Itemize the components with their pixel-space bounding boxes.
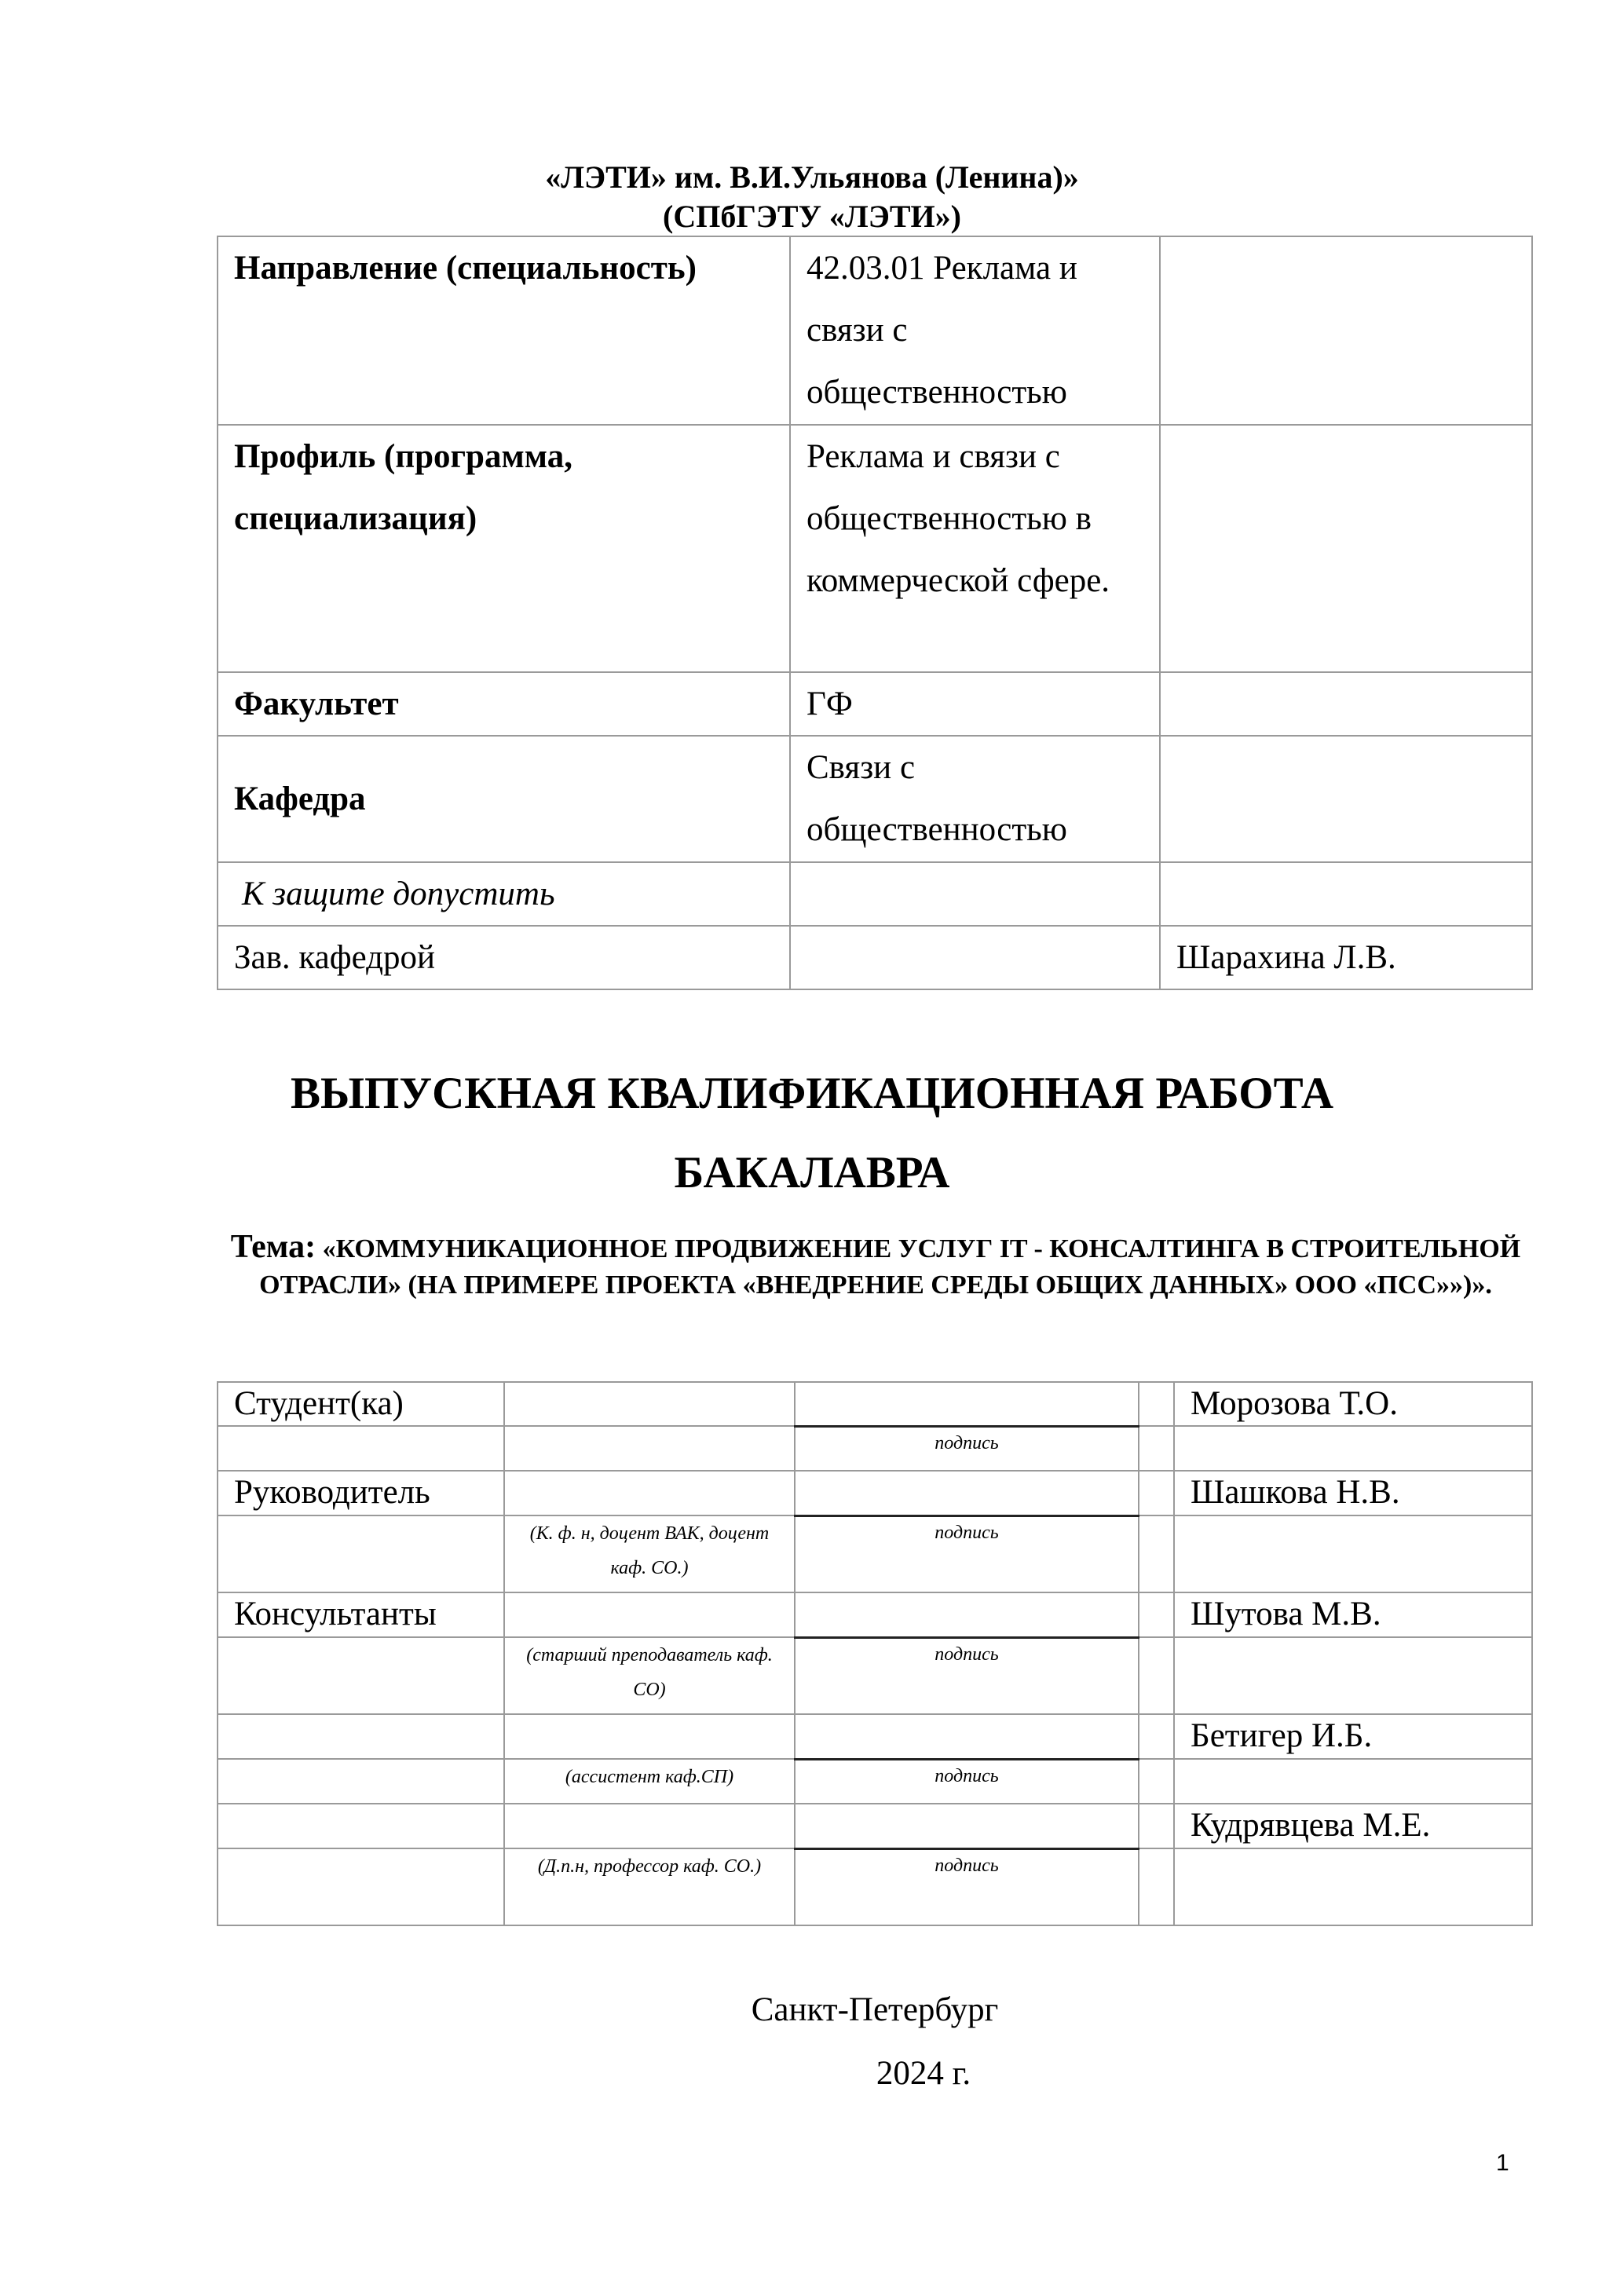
position-cell: (ассистент каф.СП)	[504, 1759, 795, 1804]
name-cell: Кудрявцева М.Е.	[1174, 1804, 1532, 1848]
empty-cell	[1174, 1637, 1532, 1714]
label-cell: К защите допустить	[218, 862, 790, 926]
extra-cell	[1160, 672, 1532, 736]
table-row	[218, 926, 1532, 989]
spacer-cell	[1139, 1759, 1174, 1804]
extra-cell	[1160, 862, 1532, 926]
label-cell: Кафедра	[218, 736, 790, 862]
label-cell: Профиль (программа, специализация)	[218, 425, 790, 672]
signature-field[interactable]	[795, 1804, 1139, 1848]
empty-cell	[218, 1426, 504, 1471]
name-cell: Шутова М.В.	[1174, 1592, 1532, 1637]
value-cell: 42.03.01 Реклама и связи с общественностью	[790, 236, 1160, 425]
role-cell	[218, 1714, 504, 1759]
table-row	[218, 1382, 1532, 1426]
signature-field[interactable]	[795, 1471, 1139, 1515]
spacer-cell	[1139, 1471, 1174, 1515]
spacer-cell	[1139, 1515, 1174, 1592]
role-cell: Студент(ка)	[218, 1382, 504, 1426]
value-cell	[790, 926, 1160, 989]
table-row	[218, 1714, 1532, 1759]
table-row	[218, 1592, 1532, 1637]
position-cell: (К. ф. н, доцент ВАК, доцент каф. СО.)	[504, 1515, 795, 1592]
table-row	[218, 1471, 1532, 1515]
title-line2: БАКАЛАВРА	[674, 1148, 950, 1197]
spacer-cell	[1139, 1426, 1174, 1471]
value-cell	[790, 862, 1160, 926]
table-row	[218, 425, 1532, 672]
topic	[220, 1229, 1531, 1303]
spacer-cell	[1139, 1592, 1174, 1637]
empty-cell	[1174, 1426, 1532, 1471]
role-cell	[218, 1804, 504, 1848]
spacer-cell	[1139, 1848, 1174, 1925]
label-cell: Зав. кафедрой	[218, 926, 790, 989]
document-title-2	[0, 1134, 1624, 1212]
document-title: ВЫПУСКНАЯ КВАЛИФИКАЦИОННАЯ РАБОТА	[290, 1069, 1333, 1118]
spacer-cell	[1139, 1714, 1174, 1759]
table-row	[218, 1426, 1532, 1471]
signature-label: подпись	[795, 1848, 1139, 1925]
value-cell: Реклама и связи с общественностью в коммерческой сфере.	[790, 425, 1160, 672]
spacer-cell	[1139, 1637, 1174, 1714]
position-cell	[504, 1382, 795, 1426]
position-cell	[504, 1426, 795, 1471]
table-row	[218, 1515, 1532, 1592]
info-table	[217, 236, 1533, 990]
empty-cell	[218, 1637, 504, 1714]
year: 2024 г.	[876, 2055, 971, 2092]
signature-field[interactable]	[795, 1382, 1139, 1426]
role-cell: Руководитель	[218, 1471, 504, 1515]
empty-cell	[1174, 1848, 1532, 1925]
extra-cell: Шарахина Л.В.	[1160, 926, 1532, 989]
position-cell: (старший преподаватель каф. СО)	[504, 1637, 795, 1714]
table-row	[218, 1759, 1532, 1804]
name-cell: Бетигер И.Б.	[1174, 1714, 1532, 1759]
page-number: 1	[1496, 2150, 1509, 2176]
signatures-table	[217, 1381, 1533, 1926]
university-abbr: (СПбГЭТУ «ЛЭТИ»)	[663, 199, 961, 234]
extra-cell	[1160, 425, 1532, 672]
signature-label: подпись	[795, 1426, 1139, 1471]
signature-label: подпись	[795, 1515, 1139, 1592]
table-row	[218, 1804, 1532, 1848]
label-cell: Направление (специальность)	[218, 236, 790, 425]
position-cell: (Д.п.н, профессор каф. СО.)	[504, 1848, 795, 1925]
signature-label: подпись	[795, 1759, 1139, 1804]
name-cell: Морозова Т.О.	[1174, 1382, 1532, 1426]
empty-cell	[504, 1804, 795, 1848]
extra-cell	[1160, 736, 1532, 862]
empty-cell	[1174, 1515, 1532, 1592]
table-row	[218, 672, 1532, 736]
table-row	[218, 1848, 1532, 1925]
extra-cell	[1160, 236, 1532, 425]
empty-cell	[504, 1471, 795, 1515]
signature-field[interactable]	[795, 1592, 1139, 1637]
empty-cell	[504, 1592, 795, 1637]
name-cell: Шашкова Н.В.	[1174, 1471, 1532, 1515]
table-row	[218, 862, 1532, 926]
table-row	[218, 1637, 1532, 1714]
table-row	[218, 736, 1532, 862]
empty-cell	[218, 1759, 504, 1804]
empty-cell	[218, 1515, 504, 1592]
topic-text: «КОММУНИКАЦИОННОЕ ПРОДВИЖЕНИЕ УСЛУГ IT - КОНСАЛТИНГА В СТРОИТЕЛЬНОЙ ОТРАСЛИ» (НА ПРИМЕРЕ ПРОЕКТА «ВНЕДРЕНИЕ СРЕДЫ ОБЩИХ ДАННЫХ» ООО «ПСС»»)».	[259, 1234, 1521, 1300]
table-row	[218, 236, 1532, 425]
value-cell: ГФ	[790, 672, 1160, 736]
label-cell: Факультет	[218, 672, 790, 736]
spacer-cell	[1139, 1804, 1174, 1848]
empty-cell	[1174, 1759, 1532, 1804]
topic-label: Тема:	[230, 1229, 316, 1265]
empty-cell	[504, 1714, 795, 1759]
role-cell: Консультанты	[218, 1592, 504, 1637]
spacer-cell	[1139, 1382, 1174, 1426]
signature-field[interactable]	[795, 1714, 1139, 1759]
university-name: «ЛЭТИ» им. В.И.Ульянова (Ленина)»	[545, 159, 1079, 195]
signature-label: подпись	[795, 1637, 1139, 1714]
value-cell: Связи с общественностью	[790, 736, 1160, 862]
empty-cell	[218, 1848, 504, 1925]
city: Санкт-Петербург	[751, 1991, 999, 2028]
